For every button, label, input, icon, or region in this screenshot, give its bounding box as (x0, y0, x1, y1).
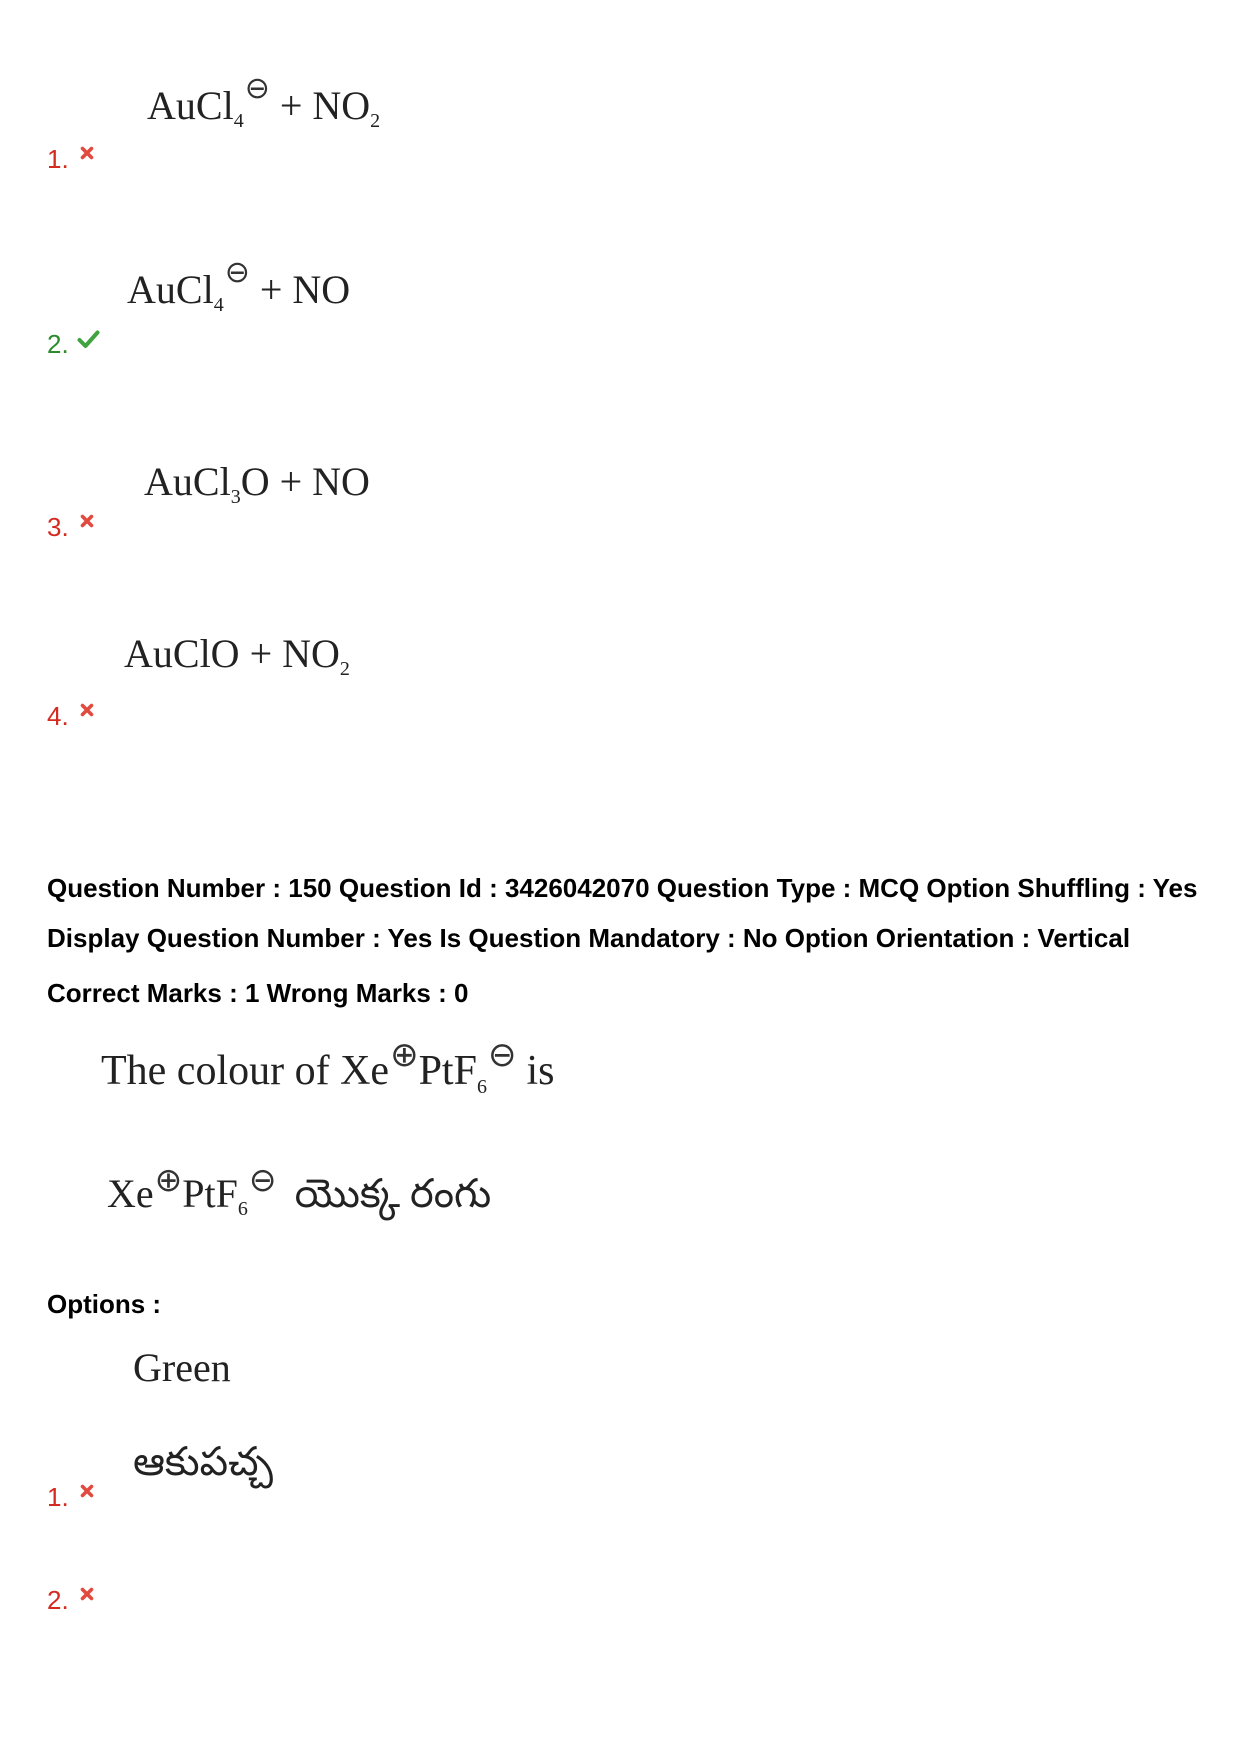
formula-subscript: 6 (237, 1198, 248, 1220)
question-meta-line: Question Number : 150 Question Id : 3426042070 Question Type : MCQ Option Shuffling : Yes (47, 873, 1198, 903)
formula-text: PtF (182, 1171, 238, 1216)
option-number-label (47, 1482, 95, 1512)
cross-icon (79, 513, 95, 529)
formula-text: + NO (279, 83, 371, 128)
option-number: 2. (47, 1585, 69, 1615)
option-number: 1. (47, 1482, 69, 1512)
formula-text: AuCl (144, 459, 231, 504)
formula-text: O + NO (240, 459, 370, 504)
question-text: The colour of Xe (101, 1048, 390, 1094)
option-number: 4. (47, 701, 69, 731)
option-number-label (47, 512, 95, 542)
formula-subscript: 4 (233, 110, 244, 132)
option-number: 2. (47, 329, 69, 359)
question-text-english (101, 1035, 555, 1103)
option-formula (127, 255, 351, 321)
question-text-telugu (107, 1160, 492, 1225)
option-formula (144, 458, 370, 513)
formula-text: AuClO + NO (124, 631, 340, 676)
formula-subscript: 3 (230, 486, 241, 508)
option-number-label (47, 701, 95, 731)
cross-icon (79, 145, 95, 161)
formula-text: AuCl (127, 267, 214, 312)
cross-icon (79, 1586, 95, 1602)
charge-symbol: ⊖ (487, 1035, 517, 1075)
cross-icon (79, 1483, 95, 1499)
option-number-label (47, 329, 100, 359)
options-heading: Options : (47, 1289, 162, 1319)
charge-symbol: ⊖ (224, 255, 250, 290)
option-number: 1. (47, 144, 69, 174)
question-text: is (526, 1048, 555, 1094)
option-formula (147, 71, 381, 137)
option-number-label (47, 1585, 95, 1615)
charge-symbol: ⊖ (248, 1160, 277, 1199)
question-marks-line: Correct Marks : 1 Wrong Marks : 0 (47, 978, 469, 1008)
question-meta-line: Display Question Number : Yes Is Question Mandatory : No Option Orientation : Vertical (47, 923, 1131, 953)
charge-symbol: ⊕ (154, 1160, 183, 1199)
option-text-english: Green (133, 1345, 231, 1390)
formula-subscript: 2 (339, 658, 350, 680)
formula-subscript: 2 (370, 110, 381, 132)
charge-symbol: ⊕ (390, 1035, 419, 1075)
formula-text: AuCl (147, 83, 234, 128)
cross-icon (79, 702, 95, 718)
formula-text: PtF (418, 1048, 477, 1094)
formula-subscript: 6 (476, 1076, 487, 1098)
option-number-label (47, 144, 95, 174)
charge-symbol: ⊖ (244, 71, 270, 106)
formula-text: Xe (107, 1171, 154, 1216)
check-icon (77, 329, 100, 349)
formula-text: + NO (259, 267, 351, 312)
option-formula (124, 630, 350, 685)
question-text: యొక్క రంగు (294, 1171, 492, 1216)
formula-subscript: 4 (213, 294, 224, 316)
option-number: 3. (47, 512, 69, 542)
option-text-telugu: ఆకుపచ్చ (133, 1439, 273, 1484)
